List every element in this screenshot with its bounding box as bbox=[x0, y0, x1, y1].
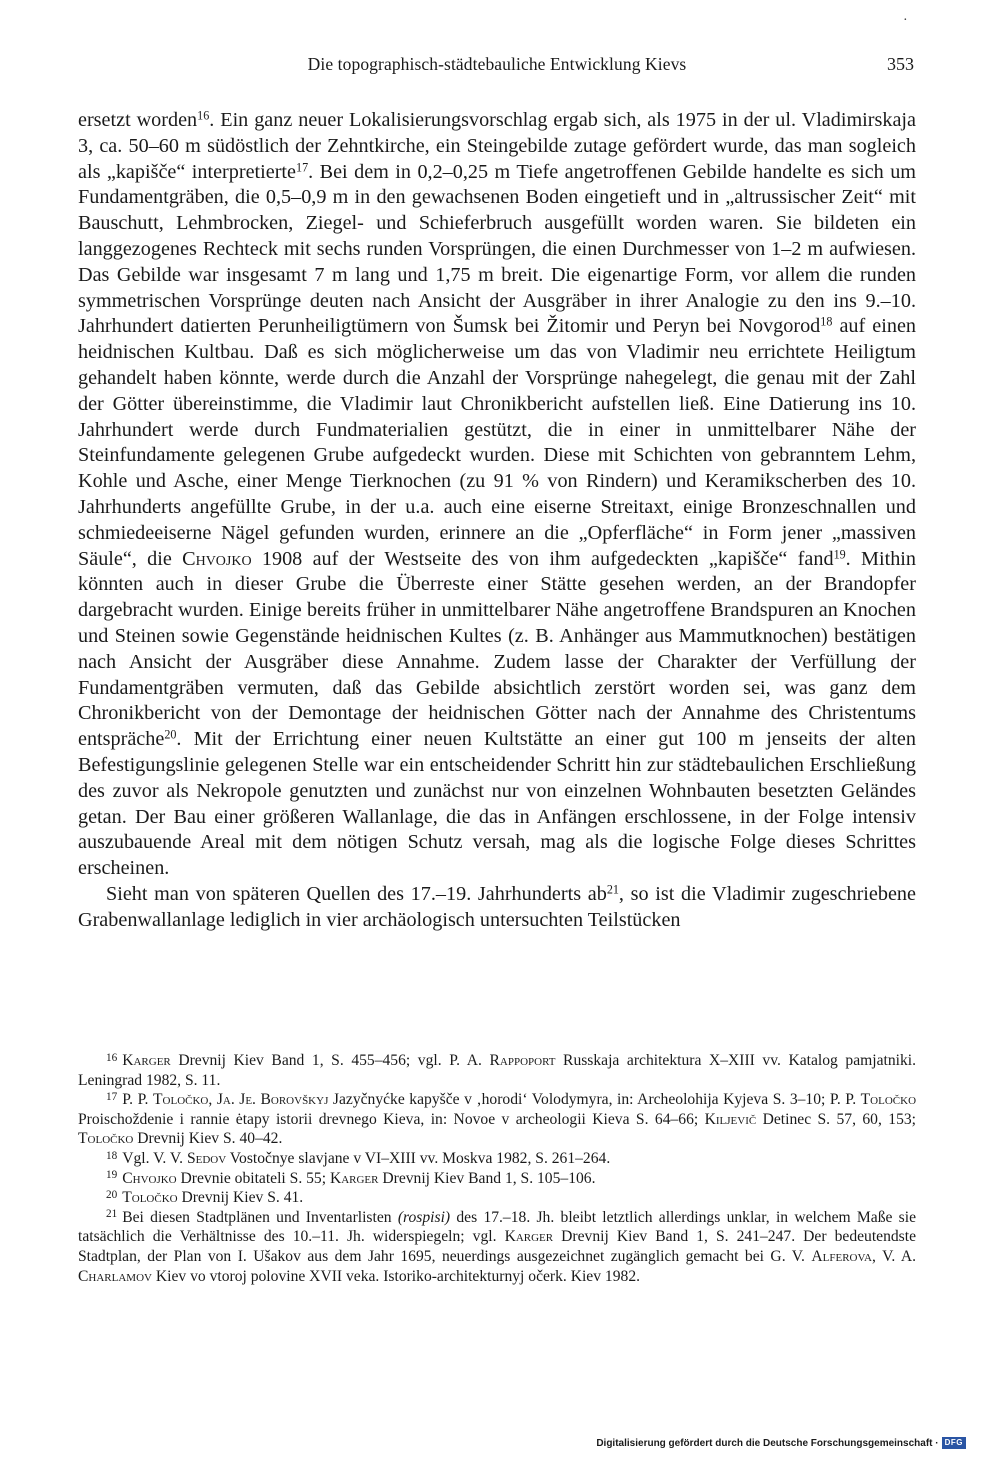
digitization-credit bbox=[596, 1437, 966, 1449]
text-run: , bbox=[208, 1091, 217, 1109]
author-name: Karger bbox=[122, 1052, 171, 1069]
text-run: , so ist die Vladimir zugeschriebene Grabenwallanlage lediglich in vier archäologisch untersuchten Teilstücken bbox=[78, 882, 916, 931]
footnote bbox=[78, 1208, 916, 1286]
footnote-ref: 16 bbox=[197, 108, 210, 123]
footnote-number: 20 bbox=[106, 1188, 118, 1201]
main-text bbox=[78, 108, 916, 934]
text-run: . Bei dem in 0,2–0,25 m Tiefe angetroffenen Gebilde handelte es sich um Fundamentgräben, die 0,5–0,9 m in den gewachsenen Boden eingetieft und in „altrussischer Zeit“ mit Bauschutt, Lehmbrocken, Ziegel- und Schieferbruch ausgefüllt worden waren. Sie bildeten ein langgezogenes Rechteck mit sechs runden Vorsprüngen, die einen Durchmesser von 1–2 m aufwiesen. Das Gebilde war insgesamt 7 m lang und 1,75 m breit. Die eigenartige Form, vor allem die runden symmetrischen Vorsprünge deuten nach Ansicht der Ausgräber in ihrer Analogie zu den ins 9.–10. Jahrhundert datierten Perunheiligtümern von Šumsk bei Žitomir und Peryn bei Novgorod bbox=[78, 160, 916, 338]
running-title: Die topographisch-städtebauliche Entwicklung Kievs bbox=[307, 54, 687, 74]
text-run: Drevnij Kiev Band 1, S. 241–247. Der bedeutendste Stadtplan, der Plan von I. Ušakov aus dem Jahr 1695, neuerdings ausgezeichnet zugänglich gemacht bei G. V. bbox=[78, 1228, 916, 1265]
text-run: Bei diesen Stadtplänen und Inventarlisten bbox=[122, 1208, 398, 1226]
text-run: Drevnie obitateli S. 55; bbox=[176, 1169, 330, 1187]
author-name: Rappoport bbox=[489, 1052, 556, 1069]
text-run: Sieht man von späteren Quellen des 17.–19. Jahrhunderts ab bbox=[106, 882, 607, 905]
text-run: . Ein ganz neuer Lokalisierungsvorschlag ergab sich, als 1975 in der ul. Vladimirskaja 3, ca. 50–60 m südöstlich der Zehntkirche, ein Steingebilde zutage gefördert wurde, das man sogleich als „kapišče“ interpretierte bbox=[78, 109, 916, 183]
footnote-number: 16 bbox=[106, 1051, 118, 1064]
text-run: Kiev vo vtoroj polovine XVII veka. Istoriko-architekturnyj očerk. Kiev 1982. bbox=[151, 1267, 641, 1285]
text-run: Drevnij Kiev Band 1, S. 455–456; vgl. P. A. bbox=[170, 1052, 490, 1069]
author-name: Alferova bbox=[811, 1247, 872, 1265]
text-run: , V. A. bbox=[871, 1247, 916, 1265]
author-name: Chvojko bbox=[182, 547, 252, 570]
text-run: Drevnij Kiev Band 1, S. 105–106. bbox=[378, 1169, 596, 1187]
author-name: Sedov bbox=[186, 1149, 227, 1167]
text-run: des 17.–18. Jh. bleibt letztlich allerdings unklar, in welchem Maße sie tatsächlich die Verhältnisse des 10.–11. Jh. widerspiegeln; vgl. bbox=[78, 1208, 917, 1246]
text-run: Drevnij Kiev S. 40–42. bbox=[133, 1130, 283, 1148]
text-run: Jazyčnyćke kapyšče v ‚horodi‘ Volodymyra, in: Archeolohija Kyjeva S. 3–10; P. P. bbox=[328, 1091, 861, 1109]
author-name: Karger bbox=[329, 1169, 379, 1187]
author-name: Toločko bbox=[78, 1130, 134, 1148]
footnote bbox=[78, 1051, 916, 1090]
page-number: 353 bbox=[887, 54, 914, 74]
footnote-number: 18 bbox=[106, 1149, 118, 1162]
author-name: Toločko bbox=[153, 1091, 209, 1109]
corner-mark: · bbox=[903, 13, 908, 28]
credit-text: Digitalisierung gefördert durch die Deutsche Forschungsgemeinschaft · bbox=[596, 1437, 939, 1449]
text-run: Drevnij Kiev S. 41. bbox=[177, 1189, 304, 1207]
footnote-ref: 18 bbox=[820, 314, 833, 329]
text-run: . Mit der Errichtung einer neuen Kultstätte an einer gut 100 m jenseits der alten Befestigungslinie gelegenen Stelle war ein entscheidender Schritt hin zur städtebaulichen Erschließung des zuvor als Nekropole genutzten und zunächst nur von einzelnen Wohnbauten besetzten Geländes getan. Der Bau einer größeren Wallanlage, die das in Anfängen erschlossene, in der Folge intensiv auszubauende Areal mit dem nötigen Schutz versah, mag als die logische Folge dieses Schrittes erscheinen. bbox=[78, 728, 916, 880]
text-run: Vostočnye slavjane v VI–XIII vv. Moskva 1982, S. 261–264. bbox=[226, 1149, 611, 1167]
text-run: ersetzt worden bbox=[78, 109, 198, 131]
author-name: Kiljevič bbox=[704, 1110, 757, 1128]
footnote-ref: 19 bbox=[833, 546, 846, 561]
paragraph bbox=[78, 882, 916, 934]
text-run: auf einen heidnischen Kultbau. Daß es sich möglicherweise um das von Vladimir neu errichtete Heiligtum gehandelt haben könnte, werde durch die Anzahl der Vorsprünge nahegelegt, die genau mit der Zahl der Götter übereinstimme, die Vladimir laut Chronikbericht aufstellen ließ. Eine Datierung ins 10. Jahrhundert werde durch Fundmaterialien gestützt, die in einer in unmittelbarer Nähe der Steinfundamente gelegenen Grube aufgedeckt wurden. Diese mit Schichten von gebranntem Lehm, Kohle und Asche, einer Menge Tierknochen (zu 91 % von Rindern) und Keramikscherben des 10. Jahrhunderts angefüllte Grube, in der u.a. auch eine eiserne Streitaxt, einige Bronzeschnallen und schmiedeeiserne Nägel gefunden wurden, erinnere an die „Opferfläche“ in Form jener „massiven Säule“, die bbox=[78, 315, 917, 570]
footnote-number: 19 bbox=[106, 1169, 118, 1182]
paragraph bbox=[78, 108, 916, 882]
footnote bbox=[78, 1090, 916, 1149]
footnote-ref: 20 bbox=[164, 727, 177, 742]
footnotes bbox=[78, 1051, 916, 1286]
text-run: 1908 auf der Westseite des von ihm aufgedeckten „kapišče“ fand bbox=[251, 547, 834, 570]
page-header bbox=[78, 54, 916, 80]
text-run: Vgl. V. V. bbox=[122, 1149, 187, 1167]
footnote-ref: 17 bbox=[296, 159, 309, 174]
text-run: Detinec S. 57, 60, 153; bbox=[756, 1110, 917, 1128]
author-name: Ja. Je. Borovškyj bbox=[216, 1091, 329, 1109]
author-name: Toločko bbox=[860, 1091, 917, 1109]
text-run: Russkaja architektura X–XIII vv. Katalog pamjatniki. Leningrad 1982, S. 11. bbox=[78, 1052, 916, 1089]
author-name: Chvojko bbox=[122, 1169, 177, 1187]
italic-term: (rospisi) bbox=[397, 1208, 451, 1226]
author-name: Karger bbox=[504, 1228, 554, 1246]
text-run: . Mithin könnten auch in dieser Grube die Überreste einer Stätte gesehen werden, an der Brandopfer dargebracht wurden. Einige bereits früher in unmittelbarer Nähe angetroffene Brandspuren an Knochen und Steinen sowie Gegenstände heidnischen Kultes (z. B. Anhänger aus Mammutknochen) bestätigen nach Ansicht der Ausgräber diese Annahme. Zudem lasse der Charakter der Verfüllung der Fundamentgräben vermuten, daß das Gebilde absichtlich zerstört worden sei, was ganz dem Chronikbericht von der Demontage der heidnischen Götter nach der Annahme des Christentums entspräche bbox=[78, 547, 916, 751]
text-run: P. P. bbox=[122, 1091, 153, 1109]
footnote bbox=[78, 1149, 916, 1169]
footnote-number: 17 bbox=[106, 1090, 118, 1103]
footnote bbox=[78, 1169, 916, 1189]
footnote-ref: 21 bbox=[606, 882, 619, 897]
text-run: Proischoždenie i rannie ėtapy istorii drevnego Kieva, in: Novoe v archeologii Kieva S. 64–66; bbox=[78, 1110, 705, 1128]
footnote-number: 21 bbox=[106, 1208, 118, 1221]
dfg-logo: DFG bbox=[942, 1437, 966, 1449]
author-name: Toločko bbox=[122, 1189, 178, 1207]
author-name: Charlamov bbox=[78, 1267, 152, 1285]
footnote bbox=[78, 1188, 916, 1208]
